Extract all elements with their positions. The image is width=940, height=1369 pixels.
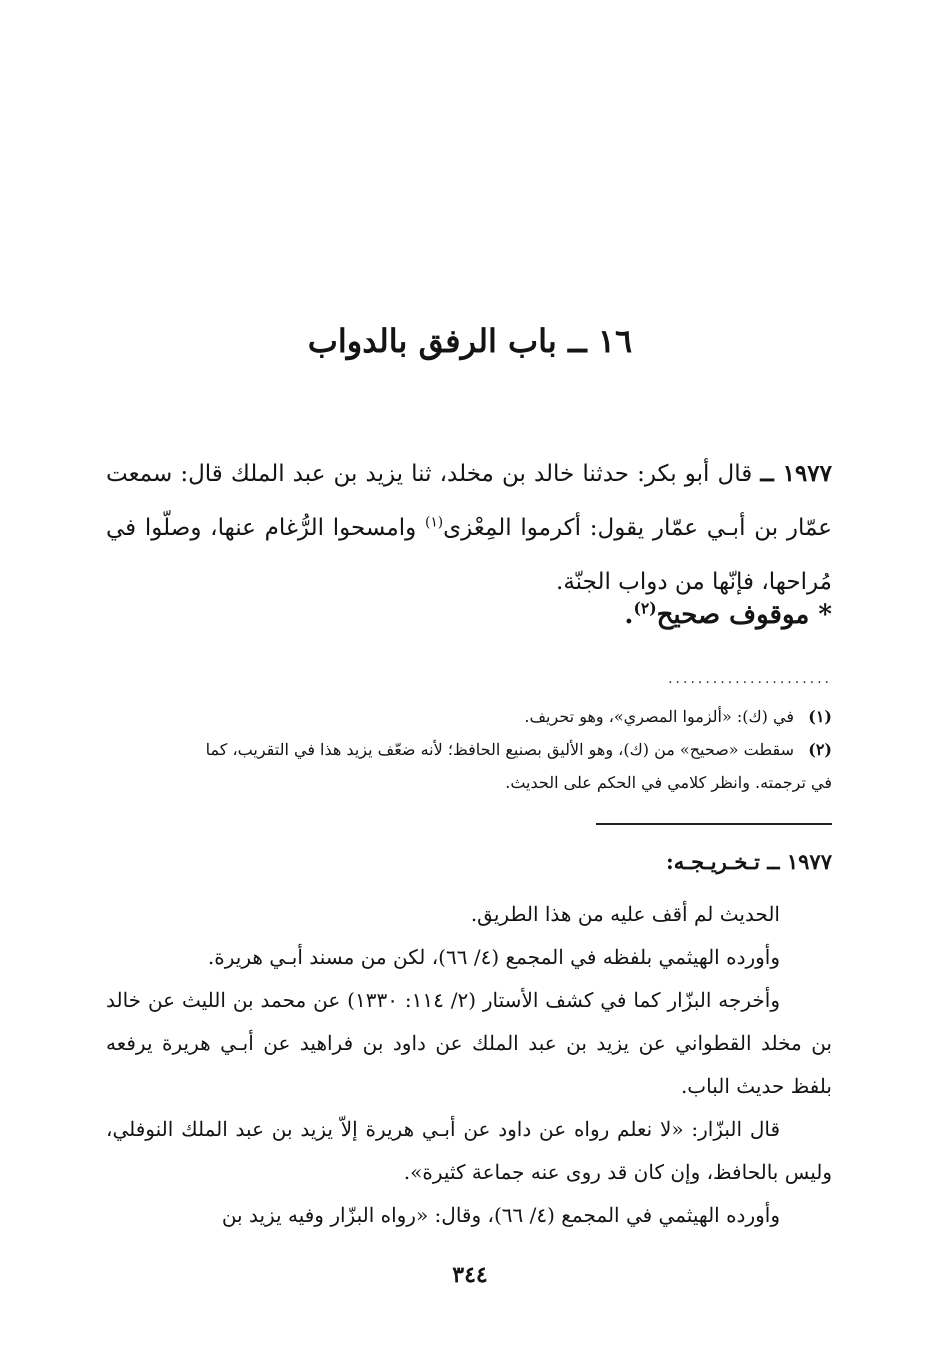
- page-number: ٣٤٤: [452, 1262, 488, 1288]
- verdict-end: .: [624, 600, 634, 630]
- footnote-1: [106, 700, 832, 733]
- footnote-2-continuation: في ترجمته. وانظر كلامي في الحكم على الحديث.: [505, 773, 832, 792]
- takhrij-paragraph: قال البزّار: «لا نعلم رواه عن داود عن أبـي هريرة إلاّ يزيد بن عبد الملك النوفلي، وليس بالحافظ، وإن كان قد روى عنه جماعة كثيرة».: [106, 1117, 832, 1184]
- footnotes: [106, 700, 832, 799]
- hadith-verdict: [106, 600, 832, 630]
- hadith-text: [106, 447, 832, 609]
- footnote-text: في (ك): «ألزموا المصري»، وهو تحريف.: [524, 707, 794, 726]
- hadith-number: ١٩٧٧ ــ: [760, 460, 832, 487]
- takhrij-body: [106, 893, 832, 1237]
- footnote-marker-1: (١): [424, 514, 444, 531]
- takhrij-paragraph: وأورده الهيثمي بلفظه في المجمع (٤/ ٦٦)، لكن من مسند أبـي هريرة.: [207, 945, 780, 969]
- footnote-2: [106, 733, 832, 766]
- takhrij-heading: ١٩٧٧ ــ تـخـريـجـه:: [665, 849, 832, 874]
- hadith-text-part2: وامسحوا الرُّغام عنها، وصلّوا في مُراحها، فإنّها من دواب الجنّة.: [106, 515, 832, 595]
- takhrij-paragraph: وأورده الهيثمي في المجمع (٤/ ٦٦)، وقال: «رواه البزّار وفيه يزيد بن: [221, 1203, 780, 1227]
- footnote-marker-2: (٢): [633, 598, 657, 618]
- footnote-number: (٢): [808, 740, 832, 759]
- takhrij-paragraph: وأخرجه البزّار كما في كشف الأستار (٢/ ١١٤: ١٣٣٠) عن محمد بن الليث عن خالد بن مخلد القطواني عن يزيد بن عبد الملك عن داود بن فراهيد عن أبـي هريرة يرفعه بلفظ حديث الباب.: [106, 988, 832, 1098]
- hadith-text-part1: قال أبو بكر: حدثنا خالد بن مخلد، ثنا يزيد بن عبد الملك قال: سمعت عمّار بن أبـي عمّار يقول: أكرموا المِعْزى: [106, 461, 833, 541]
- verdict-text: * موقوف صحيح: [656, 600, 832, 630]
- chapter-title: ١٦ ــ باب الرفق بالدواب: [307, 322, 633, 360]
- footnote-number: (١): [808, 707, 832, 726]
- footnote-text: سقطت «صحيح» من (ك)، وهو الأليق بصنيع الحافظ؛ لأنه ضعّف يزيد هذا في التقريب، كما: [205, 740, 794, 759]
- section-divider: [596, 823, 832, 825]
- footnote-separator: ......................: [668, 671, 832, 687]
- takhrij-paragraph: الحديث لم أقف عليه من هذا الطريق.: [470, 902, 780, 926]
